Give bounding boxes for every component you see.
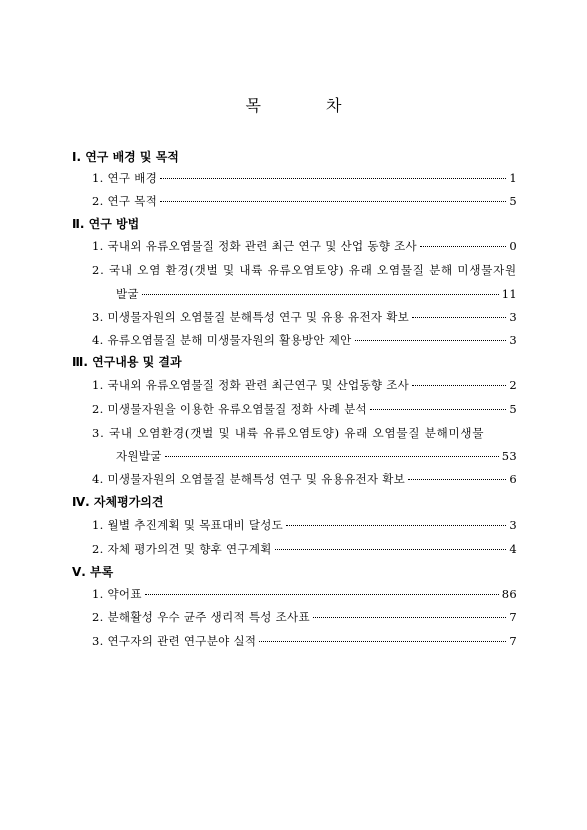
toc-entry-text: 4. 미생물자원의 오염물질 분해특성 연구 및 유용유전자 확보 [92, 472, 406, 486]
dot-leader [420, 246, 506, 247]
toc-entry-text: 3. 국내 오염환경(갯벌 및 내륙 유류오염토양) 유래 오염물질 분해미생물 [92, 426, 485, 440]
toc-entry[interactable] [92, 238, 517, 254]
toc-entry-page: 5 [509, 194, 517, 208]
toc-entry-text: 4. 유류오염물질 분해 미생물자원의 활용방안 제안 [92, 333, 352, 347]
section-heading-1: Ⅰ. 연구 배경 및 목적 [72, 150, 179, 164]
section-heading-5: Ⅴ. 부록 [72, 565, 114, 579]
dot-leader [165, 456, 499, 457]
toc-entry[interactable] [92, 377, 517, 393]
toc-entry-text: 발굴 [116, 287, 139, 301]
toc-entry-page: 0 [509, 239, 517, 253]
toc-entry[interactable] [92, 517, 517, 533]
toc-entry-text: 3. 연구자의 관련 연구분야 실적 [92, 634, 257, 648]
toc-entry-text: 1. 약어표 [92, 587, 142, 601]
dot-leader [286, 525, 506, 526]
toc-entry-continuation[interactable] [116, 448, 517, 464]
toc-entry-text: 2. 분해활성 우수 균주 생리적 특성 조사표 [92, 610, 310, 624]
toc-entry-page: 3 [509, 310, 517, 324]
dot-leader [259, 641, 506, 642]
toc-entry-page: 5 [509, 402, 517, 416]
page-title: 목 차 [245, 96, 372, 115]
dot-leader [412, 385, 506, 386]
toc-entry-text: 2. 미생물자원을 이용한 유류오염물질 정화 사례 분석 [92, 402, 367, 416]
dot-leader [370, 409, 506, 410]
toc-entry-page: 86 [501, 587, 517, 601]
toc-entry-page: 7 [509, 634, 517, 648]
toc-entry-page: 3 [509, 333, 517, 347]
toc-entry-text: 1. 국내외 유류오염물질 정화 관련 최근연구 및 산업동향 조사 [92, 378, 410, 392]
dot-leader [408, 479, 506, 480]
toc-entry[interactable] [92, 193, 517, 209]
toc-entry-continuation[interactable] [116, 286, 517, 302]
dot-leader [160, 201, 506, 202]
toc-entry-text: 1. 연구 배경 [92, 171, 158, 185]
toc-entry[interactable] [92, 609, 517, 625]
toc-entry-page: 4 [509, 542, 517, 556]
dot-leader [313, 617, 507, 618]
toc-entry[interactable] [92, 633, 517, 649]
toc-entry[interactable] [92, 425, 517, 441]
toc-entry-page: 53 [501, 449, 517, 463]
toc-entry-text: 1. 국내외 유류오염물질 정화 관련 최근 연구 및 산업 동향 조사 [92, 239, 417, 253]
toc-entry-text: 1. 월별 추진계획 및 목표대비 달성도 [92, 518, 284, 532]
toc-entry-text: 2. 연구 목적 [92, 194, 158, 208]
toc-entry-text: 자원발굴 [116, 449, 162, 463]
toc-entry-text: 2. 자체 평가의견 및 향후 연구계획 [92, 542, 272, 556]
toc-entry-page: 6 [509, 472, 517, 486]
toc-entry[interactable] [92, 541, 517, 557]
dot-leader [412, 317, 506, 318]
section-heading-4: Ⅳ. 자체평가의견 [72, 495, 164, 509]
toc-entry[interactable] [92, 471, 517, 487]
toc-entry[interactable] [92, 170, 517, 186]
toc-entry[interactable] [92, 586, 517, 602]
toc-entry-page: 3 [509, 518, 517, 532]
toc-entry[interactable] [92, 309, 517, 325]
dot-leader [160, 178, 506, 179]
dot-leader [145, 594, 499, 595]
toc-entry[interactable] [92, 332, 517, 348]
toc-entry[interactable] [92, 262, 517, 278]
section-heading-3: Ⅲ. 연구내용 및 결과 [72, 355, 182, 369]
toc-entry-page: 7 [509, 610, 517, 624]
toc-entry-page: 2 [509, 378, 517, 392]
toc-entry-page: 11 [501, 287, 517, 301]
section-heading-2: Ⅱ. 연구 방법 [72, 217, 140, 231]
toc-entry-text: 2. 국내 오염 환경(갯벌 및 내륙 유류오염토양) 유래 오염물질 분해 미생물자원 [92, 263, 517, 277]
dot-leader [355, 340, 507, 341]
toc-entry[interactable] [92, 401, 517, 417]
dot-leader [142, 294, 499, 295]
toc-entry-text: 3. 미생물자원의 오염물질 분해특성 연구 및 유용 유전자 확보 [92, 310, 410, 324]
toc-entry-page: 1 [509, 171, 517, 185]
dot-leader [275, 549, 507, 550]
